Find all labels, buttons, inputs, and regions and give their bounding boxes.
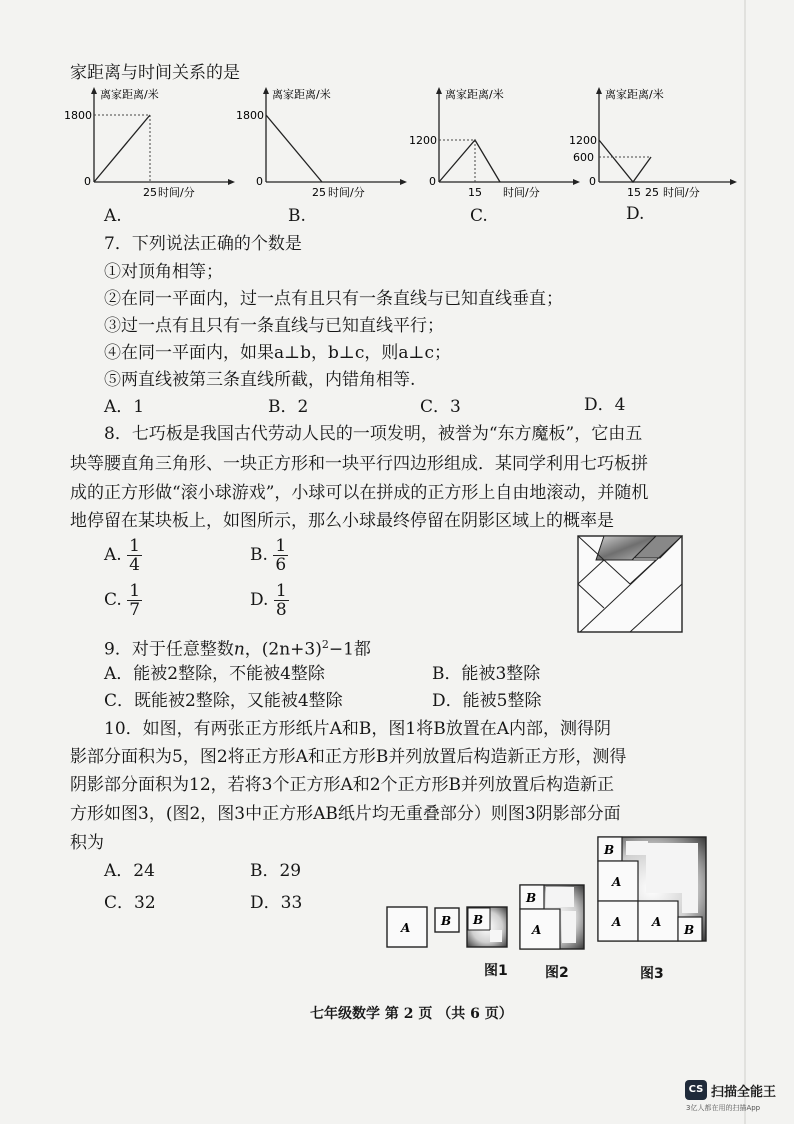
figure-1 [385,905,515,959]
q9-comma: ， [244,639,262,660]
fig3-a-2-label: A [612,915,622,929]
graph-a-label: A. [104,206,122,226]
q8-option-a-letter: A. [104,545,122,565]
q8-option-b-den: 6 [275,555,287,575]
q8-line-4: 地停留在某块板上，如图所示，那么小球最终停留在阴影区域上的概率是 [70,511,614,531]
q9-expr: (2n+3) [261,639,322,660]
page-footer: 七年级数学 第 2 页 （共 6 页） [310,1006,513,1022]
q7-item-2: ②在同一平面内，过一点有且只有一条直线与已知直线垂直； [104,289,563,309]
q9-stem-after: −1都 [328,639,371,660]
q8-line-3: 成的正方形做“滚小球游戏”，小球可以在拼成的正方形上自由地滚动，并随机 [70,483,649,503]
q8-line-2: 块等腰直角三角形、一块正方形和一块平行四边形组成．某同学利用七巧板拼 [70,454,648,474]
fig1-b-label: B [441,914,452,928]
graph-b [232,82,412,211]
q7-item-1: ①对顶角相等； [104,262,223,282]
q8-option-c-num: 1 [129,581,141,601]
q9-option-a: A．能被2整除，不能被4整除 [104,664,325,684]
tangram-figure [576,534,686,640]
q10-option-b: B．29 [250,861,302,881]
graph-d [565,82,745,211]
graph-d-xtick-25: 25 [645,186,659,199]
tangram-svg [576,534,686,636]
graph-a-xtick: 25 [143,186,157,199]
q8-option-d-fraction [274,582,289,619]
graph-d-xlabel: 时间/分 [663,186,700,199]
figure-2 [518,883,593,957]
graph-c [405,82,585,211]
graph-b-label: B. [288,206,306,226]
q7-option-c: C．3 [420,397,461,417]
q8-option-a-den: 4 [129,555,140,575]
q8-option-a-num: 1 [129,536,140,556]
q8-option-d [250,582,289,619]
figure-3-svg [596,835,712,945]
graph-d-ylabel: 离家距离/米 [605,88,664,101]
figure-2-svg [518,883,593,953]
q9-stem [104,634,371,661]
graph-d-ytick-1200: 1200 [569,134,597,147]
q9-stem-before: 9．对于任意整数 [104,639,234,660]
q8-option-a [104,537,142,574]
graph-b-xlabel: 时间/分 [328,186,365,199]
q9-option-c: C．既能被2整除，又能被4整除 [104,691,343,711]
graph-a-xlabel: 时间/分 [158,186,195,199]
graph-c-ytick: 1200 [409,134,437,147]
fig-1-caption: 图1 [484,963,508,979]
graph-b-ylabel: 离家距离/米 [272,88,331,101]
figure-1-svg [385,905,515,955]
q9-var: n [233,639,245,660]
fig3-a-3-label: A [652,915,662,929]
q9-exp: 2 [321,638,329,651]
fig-3-caption: 图3 [640,966,664,982]
q8-option-c [104,582,142,619]
q7-option-a: A．1 [104,397,145,417]
fig3-b-top-label: B [604,843,615,857]
q8-option-c-letter: C. [104,590,122,610]
q8-option-b-letter: B. [250,545,268,565]
fig1-a-label: A [401,921,411,935]
q7-option-d: D．4 [584,395,626,415]
q8-option-b-fraction [273,537,288,574]
q8-option-c-fraction [127,582,142,619]
graph-c-origin: 0 [429,175,436,188]
watermark-subtitle: 3亿人都在用的扫描App [686,1104,761,1112]
graph-c-xtick: 15 [468,186,482,199]
q10-option-c: C．32 [104,893,156,913]
q8-option-b [250,537,288,574]
q8-option-c-den: 7 [129,600,141,620]
fig2-a-label: A [532,923,542,937]
graph-b-origin: 0 [256,175,263,188]
graph-d-origin: 0 [589,175,596,188]
q7-item-3: ③过一点有且只有一条直线与已知直线平行； [104,316,444,336]
graph-b-xtick: 25 [312,186,326,199]
camscanner-logo-icon: CS [685,1080,707,1100]
q7-stem: 7．下列说法正确的个数是 [104,234,302,254]
q8-option-d-den: 8 [275,600,287,620]
q10-line-2: 影部分面积为5，图2将正方形A和正方形B并列放置后构造新正方形，测得 [70,747,627,767]
graph-b-ytick: 1800 [236,109,264,122]
q9-option-b: B．能被3整除 [432,664,541,684]
q7-item-4: ④在同一平面内，如果a⊥b，b⊥c，则a⊥c； [104,343,452,363]
q10-option-a: A．24 [104,861,155,881]
q10-option-d: D．33 [250,893,303,913]
q8-option-d-letter: D. [250,590,269,610]
graph-c-label: C. [470,206,488,226]
graph-d-svg [565,82,745,207]
graph-d-ytick-600: 600 [573,151,594,164]
fig3-b-bottom-label: B [684,923,695,937]
q10-line-1: 10．如图，有两张正方形纸片A和B，图1将B放置在A内部，测得阴 [104,719,611,739]
fig2-b-label: B [526,891,537,905]
fig3-a-1-label: A [612,875,622,889]
q8-option-d-num: 1 [275,581,287,601]
q8-line-1: 8．七巧板是我国古代劳动人民的一项发明，被誉为“东方魔板”，它由五 [104,424,643,444]
graph-a-ytick: 1800 [64,109,92,122]
q10-line-4: 方形如图3，(图2，图3中正方形AB纸片均无重叠部分）则图3阴影部分面 [70,804,621,824]
graph-a-ylabel: 离家距离/米 [100,88,159,101]
graph-b-svg [232,82,412,207]
graph-c-xlabel: 时间/分 [503,186,540,199]
q8-option-b-num: 1 [275,536,287,556]
fig-2-caption: 图2 [545,965,569,981]
figure-3 [596,835,712,949]
graph-a [60,82,240,211]
question-continuation: 家距离与时间关系的是 [70,63,240,83]
q7-option-b: B．2 [268,397,309,417]
fig1-inner-b-label: B [473,913,484,927]
q10-line-3: 阴影部分面积为12，若将3个正方形A和2个正方形B并列放置后构造新正 [70,775,615,795]
graph-a-svg [60,82,240,207]
q10-line-5: 积为 [70,833,104,853]
graph-d-xtick-15: 15 [627,186,641,199]
q7-item-5: ⑤两直线被第三条直线所截，内错角相等. [104,370,416,390]
watermark-title: 扫描全能王 [711,1085,777,1100]
q9-option-d: D．能被5整除 [432,691,542,711]
q8-option-a-fraction [127,537,142,574]
graph-d-label: D. [626,204,645,224]
graph-c-svg [405,82,585,207]
graph-a-origin: 0 [84,175,91,188]
graph-c-ylabel: 离家距离/米 [445,88,504,101]
